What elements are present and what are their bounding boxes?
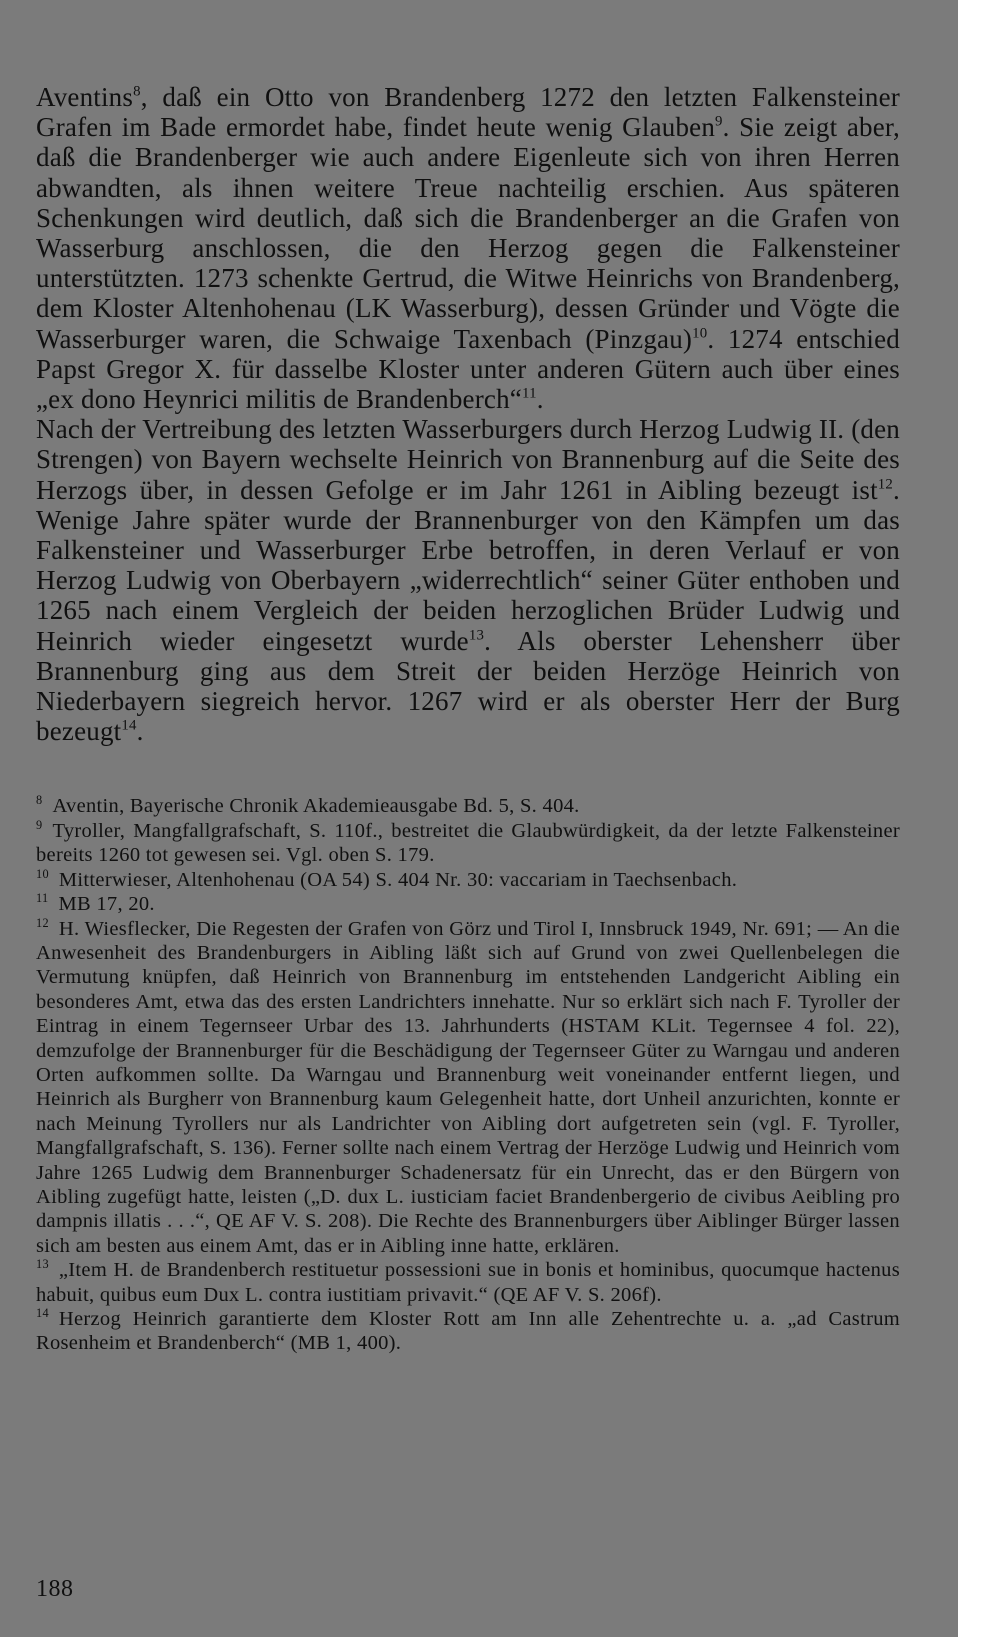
footnote-text: „Item H. de Brandenberch restituetur possessioni sue in bonis et hominibus, quocumque hactenus habuit, quibus eum Dux L. contra iustitiam privavit.“ (QE AF V. S. 206f). bbox=[36, 1259, 900, 1306]
footnote-text: Mitterwieser, Altenhohenau (OA 54) S. 404 Nr. 30: vaccariam in Taechsenbach. bbox=[58, 868, 738, 891]
paragraph-text: . Sie zeigt aber, daß die Brandenberger wie auch andere Eigenleute sich von ihren Herren abwandten, als ihnen weitere Treue nachteilig erschien. Aus späteren Schenkungen wird deutlich, daß sich die Brandenberger an die Grafen von Wasserburg anschlossen, die den Herzog gegen die Falkensteiner unterstützten. 1273 schenkte Gertrud, die Witwe Heinrichs von Brandenberg, dem Kloster Altenhohenau (LK Wasserburg), dessen Gründer und Vögte die Wasserburger waren, die Schwaige Taxenbach (Pinzgau) bbox=[36, 112, 900, 354]
footnote bbox=[36, 868, 900, 892]
paragraph-text: , daß ein Otto von Brandenberg 1272 den letzten Falkensteiner Grafen im Bade ermordet habe, findet heute wenig Glauben bbox=[36, 82, 900, 143]
paragraph-text: Aventins bbox=[36, 82, 134, 112]
footnote bbox=[36, 917, 900, 1259]
footnote-ref: 14 bbox=[121, 717, 137, 734]
footnote-text: H. Wiesflecker, Die Regesten der Grafen von Görz und Tirol I, Innsbruck 1949, Nr. 691; — An die Anwesenheit des Brandenburgers in Aibling läßt sich auf Grund von zwei Quellenbelegen die Vermutung knüpfen, daß Heinrich von Brannenburg im entstehenden Landgericht Aibling ein besonderes Amt, etwa das des ersten Landrichters innehatte. Nur so erklärt sich nach F. Tyroller der Eintrag in einem Tegernseer Urbar des 13. Jahrhunderts (HSTAM KLit. Tegernsee 4 fol. 22), demzufolge der Brannenburger für die Beschädigung der Tegernseer Güter zu Warngau und anderen Orten aufkommen sollte. Da Warngau und Brannenburg weit voneinander entfernt liegen, und Heinrich als Burgherr von Brannenburg kaum Gelegenheit hatte, dort Unheil anzurichten, konnte er nach Meinung Tyrollers nur als Landrichter von Aibling dort aufgetreten sein (vgl. F. Tyroller, Mangfallgrafschaft, S. 136). Ferner sollte nach einem Vertrag der Herzöge Ludwig und Heinrich vom Jahre 1265 Ludwig dem Brannenburger Schadenersatz für ein Unrecht, das er den Bürgern von Aibling zugefügt hatte, leisten („D. dux L. iusticiam faciet Brandenbergerio de civibus Aeibling pro dampnis illatis . . .“, QE AF V. S. 208). Die Rechte des Brannenburgers über Aiblinger Bürger lassen sich am besten aus einem Amt, das er in Aibling inne hatte, erklären. bbox=[36, 917, 900, 1257]
footnote-text: MB 17, 20. bbox=[58, 893, 155, 916]
paragraph-text: Nach der Vertreibung des letzten Wasserburgers durch Herzog Ludwig II. (den Strengen) von Bayern wechselte Heinrich von Brannenburg auf die Seite des Herzogs über, in dessen Gefolge er im Jahr 1261 in Aibling bezeugt ist bbox=[36, 414, 900, 505]
footnote-number: 11 bbox=[36, 891, 49, 906]
footnote bbox=[36, 1307, 900, 1356]
paragraph-text: . 1274 entschied Papst Gregor X. für dasselbe Kloster unter anderen Gütern auch über eines „ex dono Heynrici militis de Brandenberch“ bbox=[36, 323, 900, 415]
footnote bbox=[36, 794, 900, 818]
footnote bbox=[36, 1258, 900, 1307]
footnote-number: 14 bbox=[36, 1306, 49, 1321]
paragraph-text: . Als oberster Lehensherr über Brannenburg ging aus dem Streit der beiden Herzöge Heinrich von Niederbayern siegreich hervor. 1267 wird er als oberster Herr der Burg bezeugt bbox=[36, 625, 900, 747]
footnote-text: Aventin, Bayerische Chronik Akademieausgabe Bd. 5, S. 404. bbox=[52, 795, 580, 818]
paragraph-text: . bbox=[136, 716, 144, 747]
footnote-text: Herzog Heinrich garantierte dem Kloster Rott am Inn alle Zehentrechte u. a. „ad Castrum Rosenheim et Brandenberch“ (MB 1, 400). bbox=[36, 1308, 900, 1355]
footnote-ref: 9 bbox=[715, 113, 723, 130]
footnote-number: 8 bbox=[36, 793, 43, 808]
paragraph-2 bbox=[36, 414, 900, 746]
footnote-ref: 12 bbox=[877, 476, 894, 493]
footnote-number: 13 bbox=[36, 1257, 49, 1272]
footnote bbox=[36, 819, 900, 868]
footnote-ref: 13 bbox=[468, 627, 485, 644]
footnote-text: Tyroller, Mangfallgrafschaft, S. 110f., bestreitet die Glaubwürdigkeit, da der letzte Falkensteiner bereits 1260 tot gewesen sei. Vgl. oben S. 179. bbox=[36, 819, 900, 867]
footnote-number: 9 bbox=[36, 817, 43, 832]
page-number: 188 bbox=[36, 1576, 74, 1602]
footnote-number: 12 bbox=[36, 915, 49, 930]
footnotes bbox=[36, 794, 900, 1355]
footnote-ref: 10 bbox=[692, 325, 708, 342]
footnote-number: 10 bbox=[36, 866, 49, 881]
paragraph-text: . bbox=[536, 384, 544, 415]
paragraph-text: . Wenige Jahre später wurde der Brannenburger von den Kämpfen um das Falkensteiner und Wasserburger Erbe betroffen, in deren Verlauf er von Herzog Ludwig von Oberbayern „widerrechtlich“ seiner Güter enthoben und 1265 nach einem Vergleich der beiden herzoglichen Brüder Ludwig und Heinrich wieder eingesetzt wurde bbox=[36, 474, 900, 656]
main-text bbox=[36, 82, 900, 746]
footnote-ref: 11 bbox=[522, 385, 537, 402]
footnote-ref: 8 bbox=[133, 83, 141, 100]
paragraph-1 bbox=[36, 82, 900, 414]
footnote bbox=[36, 892, 900, 916]
